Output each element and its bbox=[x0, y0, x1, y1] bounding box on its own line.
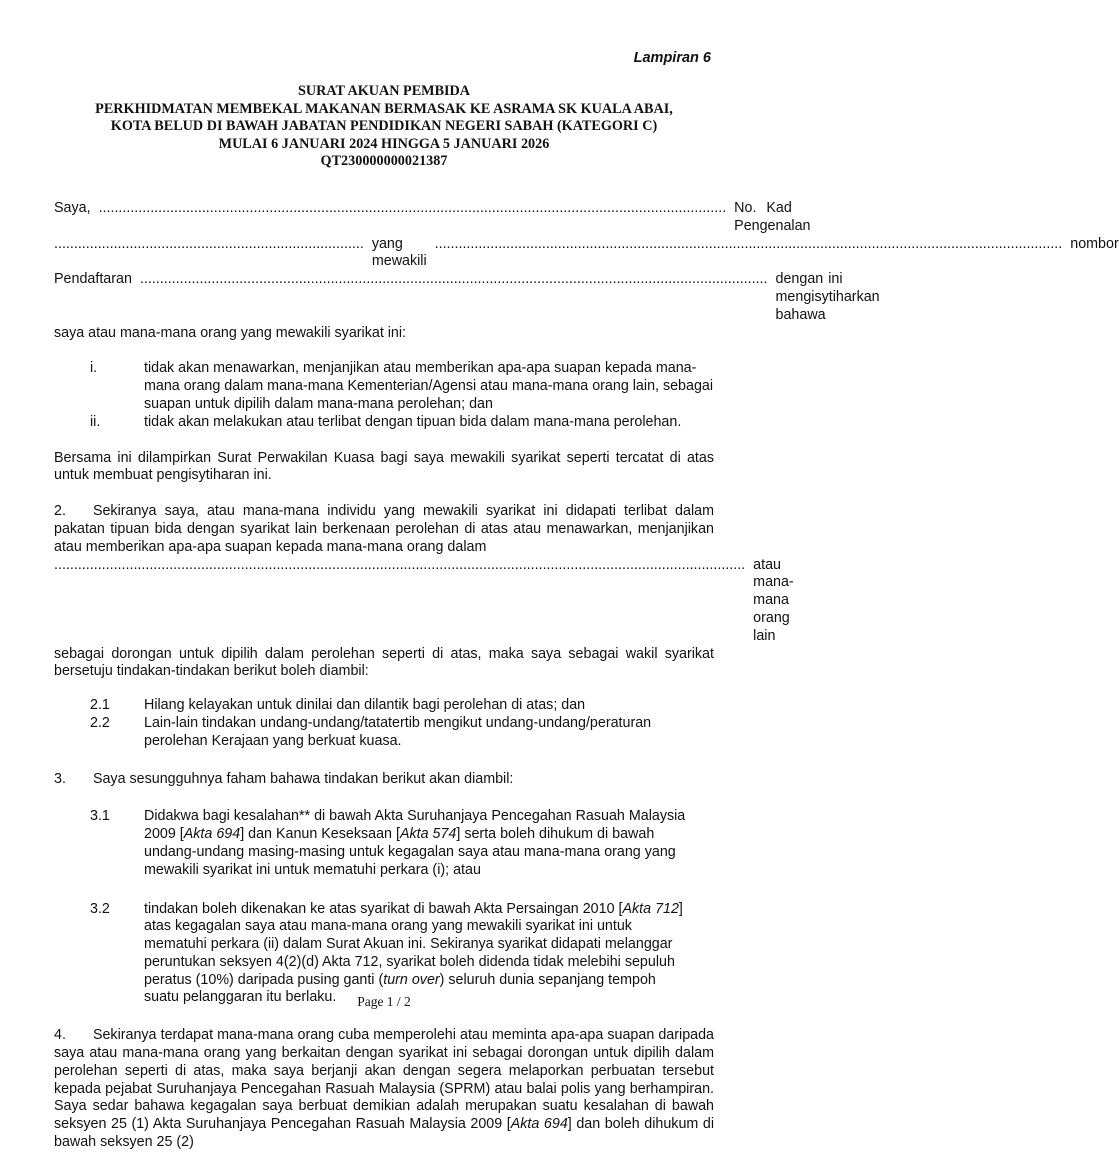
list-item-number: 2.1 bbox=[90, 697, 110, 714]
list-item-number: 3.2 bbox=[90, 900, 110, 917]
paragraph-2 bbox=[54, 503, 714, 556]
title-line-5: QT230000000021387 bbox=[320, 153, 448, 170]
paragraph-2-text-2-start: atau mana-mana orang lain bbox=[753, 556, 794, 644]
declaration-line-4: saya atau mana-mana orang yang mewakili syarikat ini: bbox=[54, 324, 407, 341]
paragraph-2-blank-line bbox=[54, 556, 794, 646]
list-item bbox=[90, 360, 714, 413]
ic-blank: .............................................................................. bbox=[54, 235, 364, 252]
list-item-text: tidak akan melakukan atau terlibat dengan tipuan bida dalam mana-mana perolehan. bbox=[144, 413, 682, 430]
paragraph-bersama: Bersama ini dilampirkan Surat Perwakilan Kuasa bagi saya mewakili syarikat seperti tercatat di atas untuk membuat pengisytiharan ini. bbox=[54, 449, 714, 484]
title-line-2: PERKHIDMATAN MEMBEKAL MAKANAN BERMASAK KE ASRAMA SK KUALA ABAI, bbox=[95, 100, 673, 117]
list-item-number: ii. bbox=[90, 413, 101, 430]
akta-694-ref: Akta 694 bbox=[183, 826, 241, 843]
declaration-line-2 bbox=[54, 235, 1119, 272]
paragraph-4: 4. Sekiranya terdapat mana-mana orang cuba memperolehi atau meminta apa-apa suapan daripada saya atau mana-mana orang yang berkaitan dengan syarikat ini sebagai dorongan untuk dipilih dalam perolehan seperti di atas, maka saya berjanji akan dengan segera melaporkan perbuatan tersebut kepada pejabat Suruhanjaya Pencegahan Rasuah Malaysia (SPRM) atau balai polis yang berhampiran. Saya sedar bahawa kegagalan saya berbuat demikian adalah merupakan suatu kesalahan di bawah seksyen 25 (1) Akta Suruhanjaya Pencegahan Rasuah Malaysia 2009 [Akta 694] dan boleh dihukum di bawah seksyen 25 (2) bbox=[54, 1027, 715, 1151]
akta-712-ref: Akta 712 bbox=[622, 900, 679, 917]
list-item bbox=[90, 414, 714, 432]
paragraph-3-sublist bbox=[90, 808, 714, 1007]
registration-blank: .............................................................................................................................................................. bbox=[139, 271, 768, 288]
list-item bbox=[90, 808, 714, 879]
yang-mewakili-label: yang mewakili bbox=[371, 235, 427, 270]
list-item bbox=[90, 715, 714, 751]
paragraph-2-number: 2. bbox=[54, 503, 66, 520]
title-line-3: KOTA BELUD DI BAWAH JABATAN PENDIDIKAN NEGERI SABAH (KATEGORI C) bbox=[110, 118, 658, 135]
list-item-number: 2.2 bbox=[90, 714, 110, 731]
paragraph-3-text: Saya sesungguhnya faham bahawa tindakan berikut akan diambil: bbox=[92, 770, 514, 787]
company-blank: .............................................................................................................................................................. bbox=[434, 235, 1063, 252]
paragraph-3 bbox=[54, 771, 714, 789]
declaration-line-1 bbox=[54, 200, 811, 236]
name-blank: .............................................................................................................................................................. bbox=[98, 200, 727, 216]
akta-694-ref: Akta 694 bbox=[510, 1116, 568, 1133]
list-item-text: tidak akan menawarkan, menjanjikan atau memberikan apa-apa suapan kepada mana-mana orang dalam mana-mana Kementerian/Agensi atau mana-mana orang lain, sebagai suapan untuk dipilih dalam mana-mana perolehan; dan bbox=[144, 360, 714, 412]
document-title bbox=[40, 83, 728, 171]
lampiran-label: Lampiran 6 bbox=[633, 50, 711, 66]
nombor-label: nombor bbox=[1070, 235, 1119, 252]
paragraph-2-sublist bbox=[90, 697, 714, 750]
declaration-line-3 bbox=[54, 271, 880, 324]
pendaftaran-label: Pendaftaran bbox=[54, 271, 132, 288]
list-item bbox=[90, 697, 714, 715]
list-item bbox=[90, 901, 714, 1008]
list-item-number: 3.1 bbox=[90, 808, 110, 825]
saya-label: Saya, bbox=[54, 200, 91, 216]
paragraph-4-number: 4. bbox=[54, 1027, 66, 1044]
page-number: Page 1 / 2 bbox=[357, 994, 411, 1009]
dengan-ini-label: dengan ini mengisytiharkan bahawa bbox=[775, 271, 880, 323]
title-line-1: SURAT AKUAN PEMBIDA bbox=[297, 83, 471, 99]
turn-over-term: turn over bbox=[383, 971, 440, 988]
list-item-text: Hilang kelayakan untuk dinilai dan dilantik bagi perolehan di atas; dan bbox=[144, 697, 586, 714]
agency-blank: .............................................................................................................................................................................. bbox=[54, 556, 746, 573]
list-item-text: tindakan boleh dikenakan ke atas syarikat di bawah Akta Persaingan 2010 [Akta 712] atas kegagalan saya atau mana-mana orang yang mewakili syarikat ini untuk mematuhi perkara (ii) dalam Surat Akuan ini. Sekiranya syarikat didapati melanggar peruntukan seksyen 4(2)(d) Akta 712, syarikat boleh didenda tidak melebihi sepuluh peratus (10%) daripada pusing ganti (turn over) seluruh dunia sepanjang tempoh suatu pelanggaran itu berlaku. bbox=[144, 900, 683, 1006]
no-kad-label: No. Kad Pengenalan bbox=[734, 200, 811, 234]
paragraph-2-text-1: Sekiranya saya, atau mana-mana individu yang mewakili syarikat ini didapati terlibat dalam pakatan tipuan bida dengan syarikat lain berkenaan perolehan di atas atau menawarkan, menjanjikan atau memberikan apa-apa suapan kepada mana-mana orang dalam bbox=[54, 503, 714, 555]
list-item-text: Lain-lain tindakan undang-undang/tatatertib mengikut undang-undang/peraturan perolehan Kerajaan yang berkuat kuasa. bbox=[144, 714, 652, 749]
paragraph-2-text-2: sebagai dorongan untuk dipilih dalam perolehan seperti di atas, maka saya sebagai wakil syarikat bersetuju tindakan-tindakan berikut boleh diambil: bbox=[54, 645, 714, 680]
list-item-number: i. bbox=[90, 360, 98, 377]
undertaking-list bbox=[90, 360, 714, 431]
list-item-text: Didakwa bagi kesalahan** di bawah Akta Suruhanjaya Pencegahan Rasuah Malaysia 2009 [Akta 694] dan Kanun Keseksaan [Akta 574] serta boleh dihukum di bawah undang-undang masing-masing untuk kegagalan saya atau mana-mana orang yang mewakili syarikat ini untuk mematuhi perkara (i); atau bbox=[144, 808, 686, 878]
paragraph-3-number: 3. bbox=[54, 770, 66, 787]
akta-574-ref: Akta 574 bbox=[399, 826, 457, 843]
title-line-4: MULAI 6 JANUARI 2024 HINGGA 5 JANUARI 2026 bbox=[218, 135, 550, 152]
